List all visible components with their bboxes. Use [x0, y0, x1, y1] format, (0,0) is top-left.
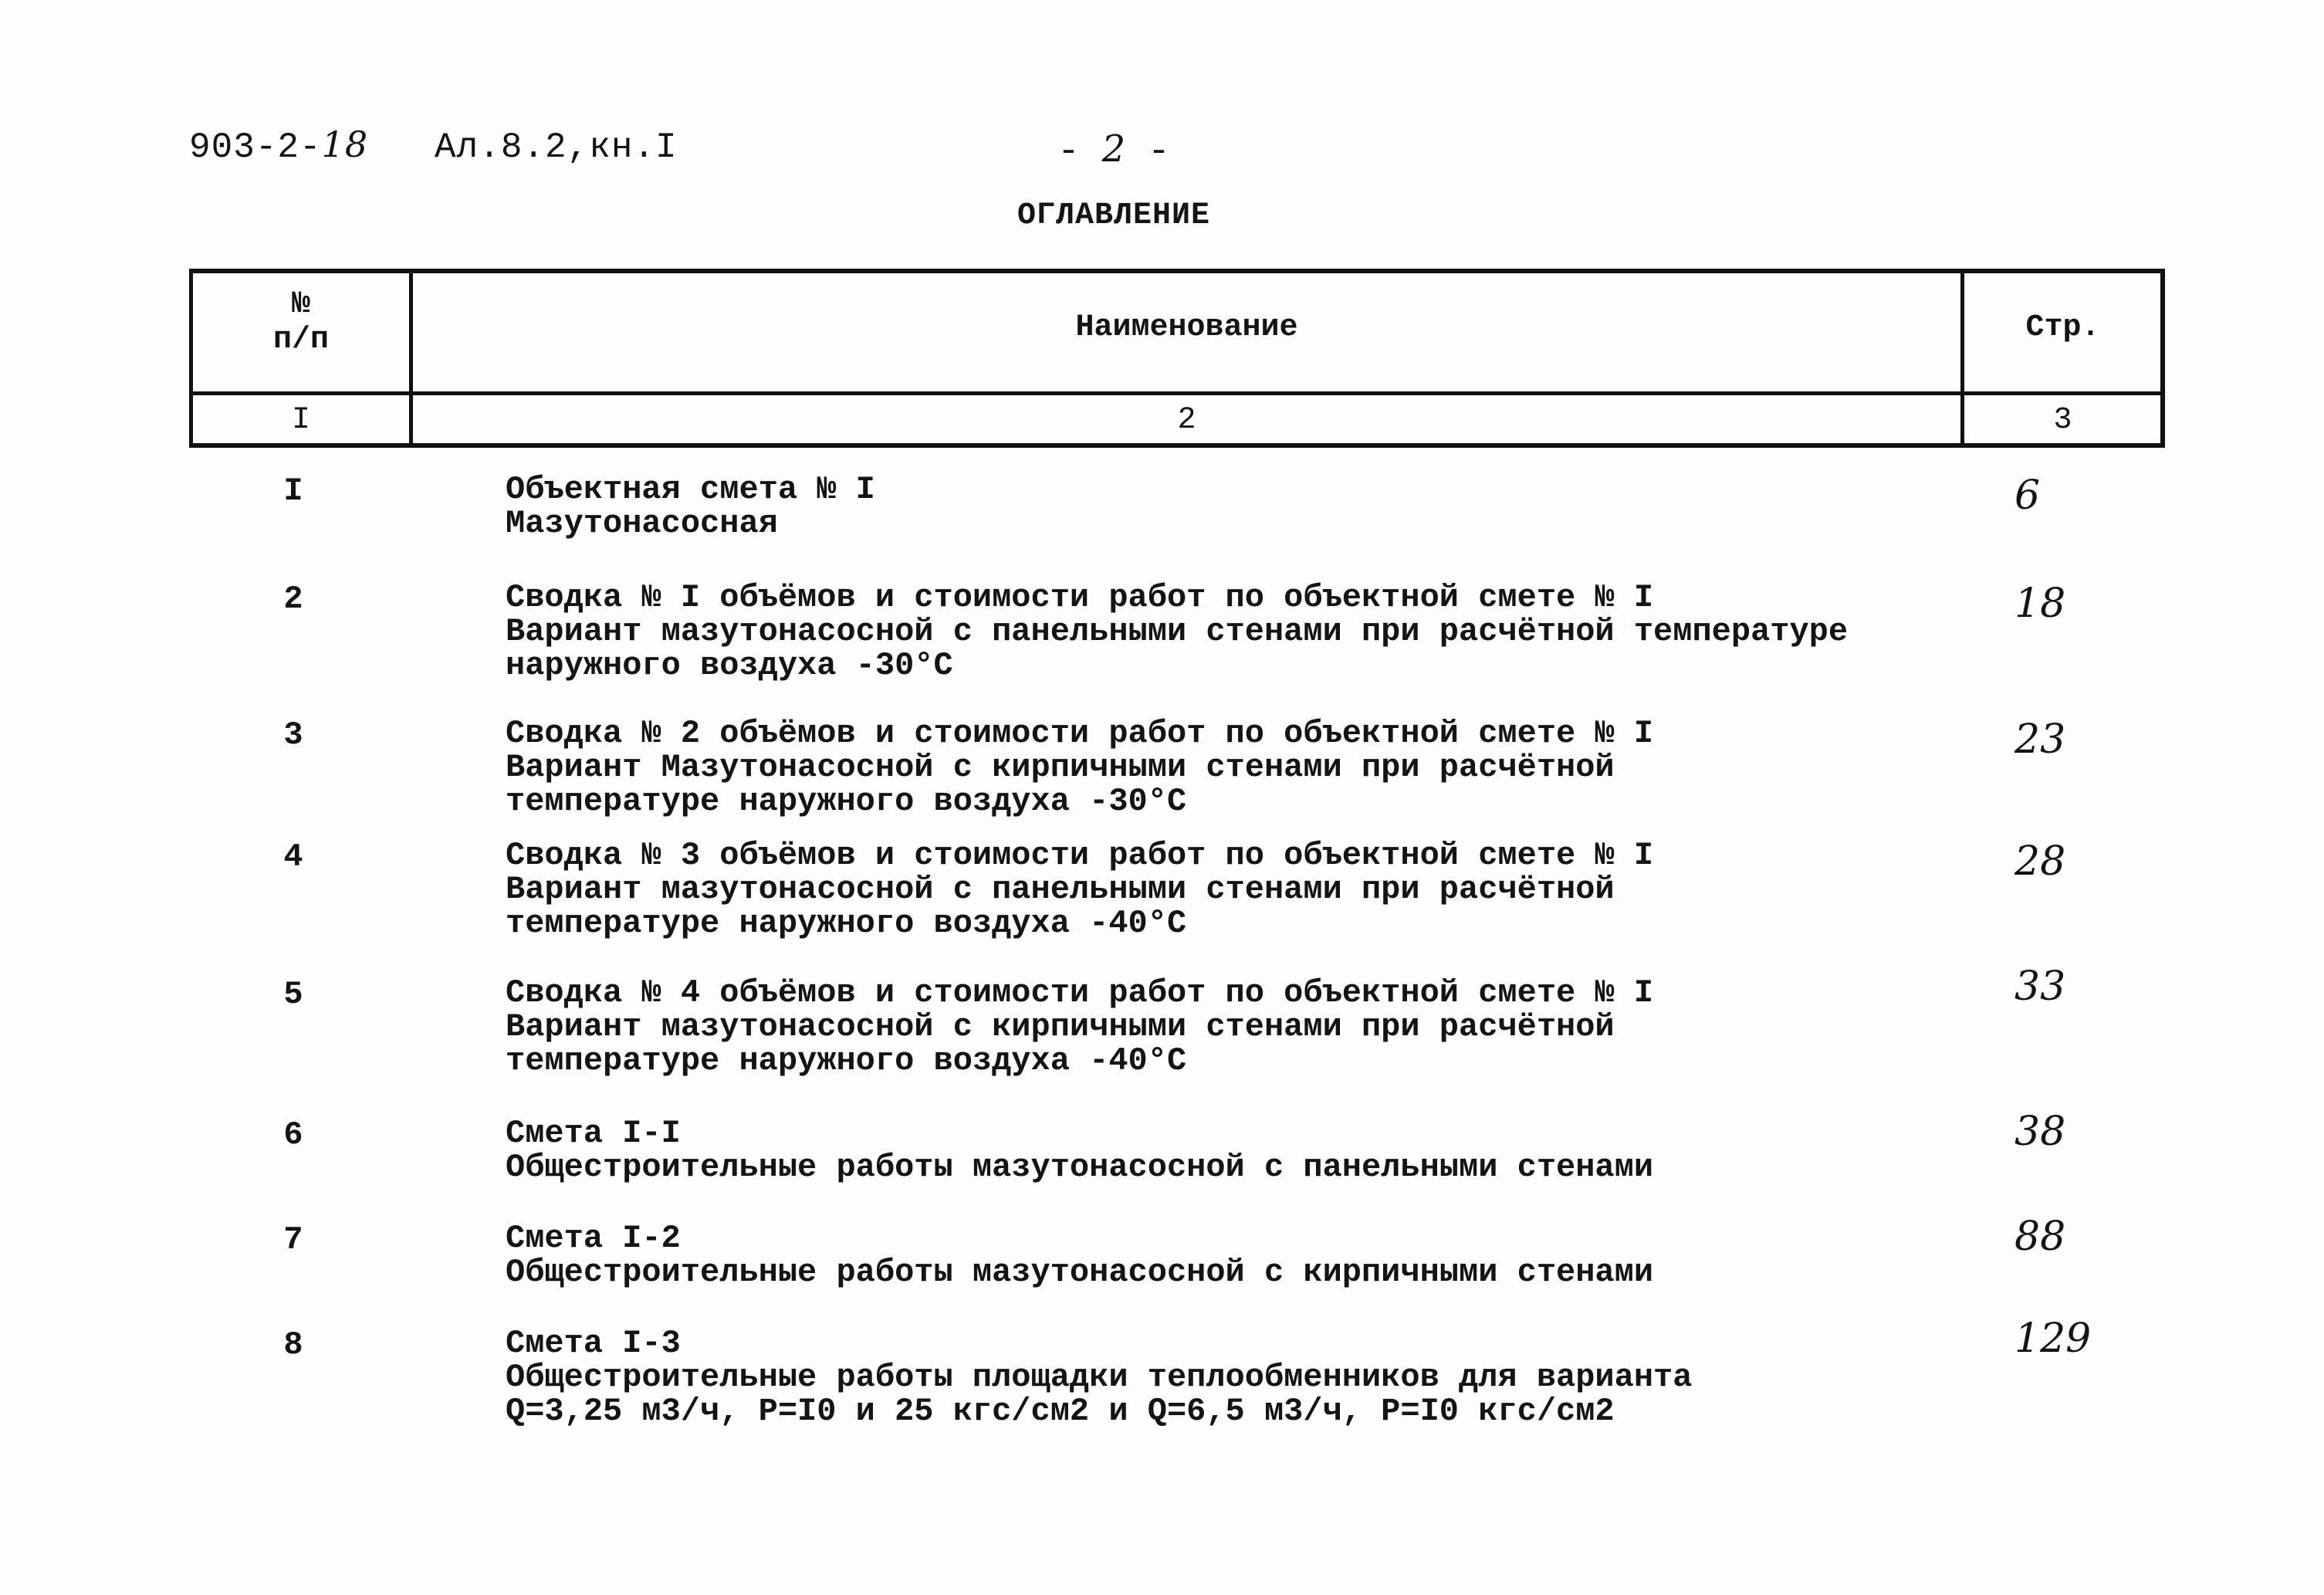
entry-line: Q=3,25 м3/ч, Р=I0 и 25 кгс/см2 и Q=6,5 м3/ч, Р=I0 кгс/см2	[506, 1393, 1615, 1430]
entry-page: 129	[2014, 1316, 2092, 1362]
entry-line: Мазутонасосная	[506, 505, 778, 542]
entry-line: наружного воздуха -30°С	[506, 647, 953, 684]
entry-number: 4	[283, 838, 303, 875]
entry-number: 3	[283, 716, 303, 753]
entry-number: 8	[283, 1326, 303, 1363]
entry-title	[506, 1116, 1957, 1184]
page-number-value: 2	[1101, 127, 1126, 171]
column-header-page: Стр.	[2025, 310, 2100, 345]
entry-line: Вариант Мазутонасосной с кирпичными стенами при расчётной	[506, 749, 1615, 786]
entry-title	[506, 1326, 1957, 1428]
entry-title	[506, 716, 1957, 818]
entry-number: I	[283, 472, 303, 510]
entry-page: 23	[2014, 716, 2066, 763]
entry-title	[506, 472, 1957, 540]
column-header-number	[193, 287, 409, 358]
entry-title	[506, 581, 1957, 682]
entry-line: Общестроительные работы мазутонасосной с панельными стенами	[506, 1149, 1654, 1186]
column-header-number-symbol: №	[291, 287, 310, 322]
entry-line: Сводка № I объёмов и стоимости работ по объектной смете № I	[506, 579, 1654, 616]
entry-line: Смета I-3	[506, 1325, 681, 1362]
column-header-name: Наименование	[1075, 310, 1298, 345]
entry-line: Сводка № 2 объёмов и стоимости работ по объектной смете № I	[506, 715, 1654, 752]
entry-page: 6	[2014, 472, 2041, 519]
entry-page: 38	[2014, 1109, 2066, 1155]
entry-line: Вариант мазутонасосной с панельными стенами при расчётной температуре	[506, 613, 1849, 650]
entry-line: температуре наружного воздуха -30°С	[506, 783, 1187, 820]
entry-line: Смета I-2	[506, 1220, 681, 1257]
entry-line: Сводка № 3 объёмов и стоимости работ по объектной смете № I	[506, 837, 1654, 874]
album-reference: Ал.8.2,кн.I	[435, 127, 678, 168]
entry-page: 18	[2014, 581, 2066, 627]
entry-number: 6	[283, 1116, 303, 1153]
entry-number: 2	[283, 581, 303, 618]
toc-table-header	[189, 269, 2165, 448]
entry-title	[506, 976, 1957, 1078]
document-code-handwritten: 18	[321, 124, 369, 165]
page-number-suffix: -	[1125, 131, 1170, 173]
page-title: ОГЛАВЛЕНИЕ	[1017, 198, 1211, 233]
entry-page: 88	[2014, 1214, 2066, 1260]
entry-line: Смета I-I	[506, 1115, 681, 1152]
document-code-prefix: 903-2-	[189, 127, 322, 168]
entry-line: температуре наружного воздуха -40°С	[506, 1042, 1187, 1079]
entry-number: 7	[283, 1221, 303, 1258]
entry-line: Общестроительные работы площадки теплообменников для варианта	[506, 1359, 1693, 1396]
column-index-2: 2	[1177, 403, 1196, 438]
column-header-number-label: п/п	[272, 323, 329, 357]
entry-number: 5	[283, 976, 303, 1013]
entry-line: Сводка № 4 объёмов и стоимости работ по объектной смете № I	[506, 974, 1654, 1011]
column-index-3: 3	[2053, 403, 2072, 438]
entry-page: 33	[2014, 963, 2066, 1010]
entry-title	[506, 838, 1957, 940]
entry-line: Общестроительные работы мазутонасосной с кирпичными стенами	[506, 1254, 1654, 1291]
entry-title	[506, 1221, 1957, 1289]
entry-line: Вариант мазутонасосной с панельными стенами при расчётной	[506, 871, 1615, 908]
document-code	[189, 124, 678, 168]
column-index-1: I	[291, 403, 310, 438]
page-number	[1057, 127, 1170, 173]
entry-line: Вариант мазутонасосной с кирпичными стенами при расчётной	[506, 1008, 1615, 1045]
entry-line: температуре наружного воздуха -40°С	[506, 905, 1187, 942]
entry-line: Объектная смета № I	[506, 471, 875, 508]
entry-page: 28	[2014, 838, 2066, 885]
page-number-prefix: -	[1057, 131, 1102, 173]
